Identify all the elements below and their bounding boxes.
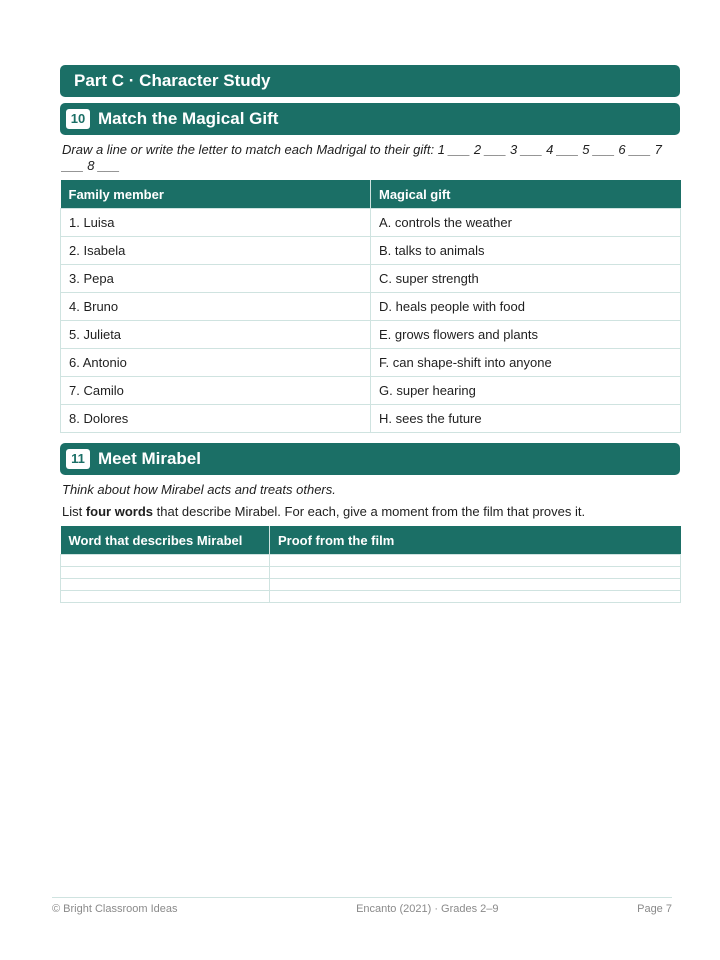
table-row [61, 293, 681, 321]
worksheet-page [60, 65, 680, 603]
column-header: Word that describes Mirabel [61, 526, 270, 555]
word-answer-cell[interactable] [61, 555, 270, 567]
instruction-emphasis: four words [85, 504, 154, 519]
think-instruction: Think about how Mirabel acts and treats others. [62, 482, 336, 497]
column-header: Magical gift [371, 180, 681, 209]
family-member-cell: 7. Camilo [61, 377, 371, 405]
column-header: Family member [61, 180, 371, 209]
table-row [61, 321, 681, 349]
table-row [61, 237, 681, 265]
section-title: Meet Mirabel [98, 449, 201, 468]
proof-answer-cell[interactable] [270, 555, 681, 567]
family-member-cell: 8. Dolores [61, 405, 371, 433]
match-table [60, 180, 681, 433]
footer-title: Encanto (2021) · Grades 2–9 [356, 903, 499, 915]
section-title: Match the Magical Gift [98, 109, 279, 128]
part-title: Part C · Character Study [60, 65, 680, 97]
section-11-header [60, 443, 680, 475]
family-member-cell: 5. Julieta [61, 321, 371, 349]
table-row [61, 377, 681, 405]
instruction-text: List [62, 504, 86, 519]
word-answer-cell[interactable] [61, 579, 270, 591]
magical-gift-cell: D. heals people with food [371, 293, 681, 321]
column-header: Proof from the film [270, 526, 681, 555]
answer-row[interactable] [61, 579, 681, 591]
proof-answer-cell[interactable] [270, 567, 681, 579]
list-instruction [62, 504, 680, 520]
family-member-cell: 2. Isabela [61, 237, 371, 265]
section-number-badge: 11 [66, 449, 90, 469]
table-header-row [61, 180, 681, 209]
table-row [61, 209, 681, 237]
family-member-cell: 1. Luisa [61, 209, 371, 237]
answer-row[interactable] [61, 555, 681, 567]
family-member-cell: 6. Antonio [61, 349, 371, 377]
magical-gift-cell: B. talks to animals [371, 237, 681, 265]
table-row [61, 349, 681, 377]
page-footer [52, 897, 672, 915]
magical-gift-cell: G. super hearing [371, 377, 681, 405]
proof-answer-cell[interactable] [270, 579, 681, 591]
word-answer-cell[interactable] [61, 591, 270, 603]
footer-copyright: © Bright Classroom Ideas [52, 903, 178, 915]
mirabel-words-table [60, 526, 681, 603]
magical-gift-cell: H. sees the future [371, 405, 681, 433]
table-header-row [61, 526, 681, 555]
footer-page-number: Page 7 [637, 903, 672, 915]
magical-gift-cell: F. can shape-shift into anyone [371, 349, 681, 377]
table-row [61, 265, 681, 293]
family-member-cell: 3. Pepa [61, 265, 371, 293]
magical-gift-cell: A. controls the weather [371, 209, 681, 237]
answer-row[interactable] [61, 591, 681, 603]
instruction-text: that describe Mirabel. For each, give a moment from the film that proves it. [153, 504, 586, 519]
section-number-badge: 10 [66, 109, 90, 129]
match-instruction: Draw a line or write the letter to match each Madrigal to their gift: 1 ___ 2 ___ 3 ___ 4 ___ 5 ___ 6 ___ 7 ___ 8 ___ [62, 142, 662, 173]
magical-gift-cell: E. grows flowers and plants [371, 321, 681, 349]
section-10-header [60, 103, 680, 135]
proof-answer-cell[interactable] [270, 591, 681, 603]
answer-row[interactable] [61, 567, 681, 579]
table-row [61, 405, 681, 433]
family-member-cell: 4. Bruno [61, 293, 371, 321]
word-answer-cell[interactable] [61, 567, 270, 579]
magical-gift-cell: C. super strength [371, 265, 681, 293]
